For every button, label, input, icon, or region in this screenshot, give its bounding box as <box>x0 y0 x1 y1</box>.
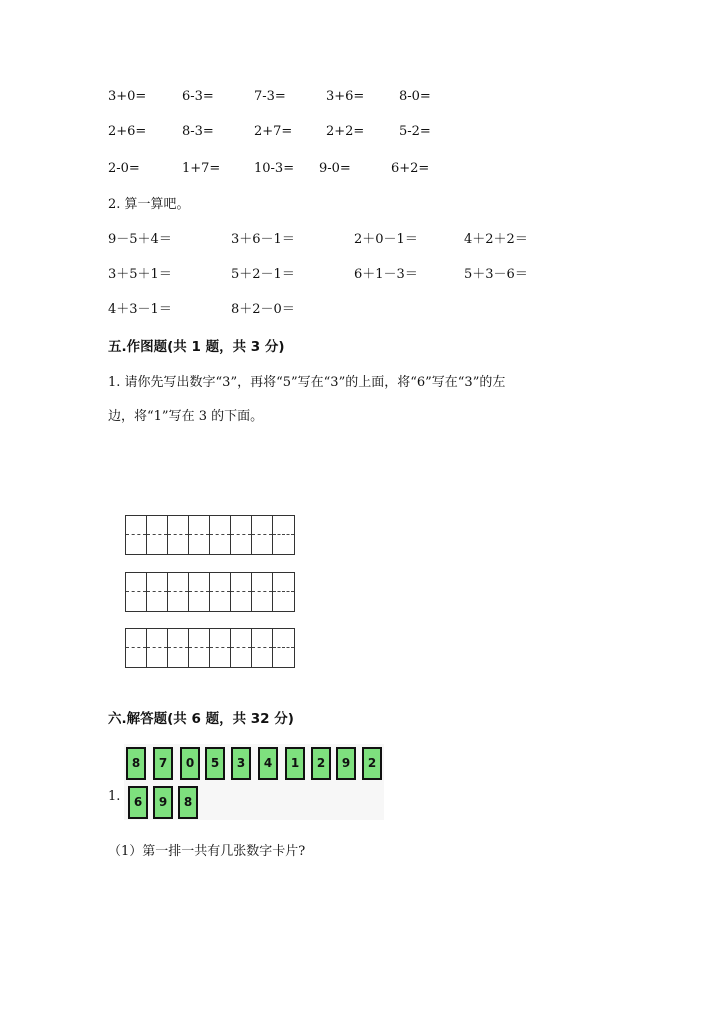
grid-cell[interactable] <box>231 629 252 667</box>
grid-cell[interactable] <box>168 516 189 554</box>
number-card: 3 <box>231 747 251 780</box>
grid-cell[interactable] <box>189 629 210 667</box>
arith-item: 8-3= <box>182 124 214 139</box>
grid-cell[interactable] <box>168 573 189 611</box>
grid-cell[interactable] <box>231 573 252 611</box>
writing-grid[interactable] <box>125 628 295 668</box>
section-5-heading: 五.作图题(共 1 题，共 3 分) <box>108 339 285 355</box>
arith-item: 3+6= <box>326 89 365 104</box>
grid-cell[interactable] <box>126 573 147 611</box>
grid-cell[interactable] <box>252 573 273 611</box>
section-5-question-line-1: 1. 请你先写出数字“3”，再将“5”写在“3”的上面，将“6”写在“3”的左 <box>108 375 506 390</box>
number-card: 4 <box>258 747 278 780</box>
number-card: 8 <box>178 786 198 819</box>
writing-grid[interactable] <box>125 572 295 612</box>
calc-item: 4＋3－1＝ <box>108 302 172 317</box>
calc-item: 9－5＋4＝ <box>108 232 172 247</box>
grid-cell[interactable] <box>126 516 147 554</box>
number-card: 6 <box>128 786 148 819</box>
question-1-sub-1: （1）第一排一共有几张数字卡片? <box>108 844 306 859</box>
grid-cell[interactable] <box>210 629 231 667</box>
grid-cell[interactable] <box>252 629 273 667</box>
grid-cell[interactable] <box>273 516 294 554</box>
number-card: 0 <box>180 747 200 780</box>
arith-item: 6+2= <box>391 161 430 176</box>
arith-item: 3+0= <box>108 89 147 104</box>
writing-grid[interactable] <box>125 515 295 555</box>
grid-cell[interactable] <box>147 573 168 611</box>
arith-item: 5-2= <box>399 124 431 139</box>
number-card: 2 <box>362 747 382 780</box>
grid-cell[interactable] <box>168 629 189 667</box>
number-card: 9 <box>153 786 173 819</box>
grid-cell[interactable] <box>231 516 252 554</box>
grid-cell[interactable] <box>189 516 210 554</box>
arith-item: 9-0= <box>319 161 351 176</box>
calc-item: 5＋3－6＝ <box>464 267 528 282</box>
grid-cell[interactable] <box>126 629 147 667</box>
grid-cell[interactable] <box>210 516 231 554</box>
grid-cell[interactable] <box>252 516 273 554</box>
arith-item: 10-3= <box>254 161 295 176</box>
number-card: 1 <box>285 747 305 780</box>
number-card: 8 <box>126 747 146 780</box>
calc-item: 8＋2－0＝ <box>231 302 295 317</box>
arith-item: 2+6= <box>108 124 147 139</box>
section-6-heading: 六.解答题(共 6 题，共 32 分) <box>108 711 294 727</box>
number-card: 2 <box>311 747 331 780</box>
grid-cell[interactable] <box>210 573 231 611</box>
calc-item: 3＋5＋1＝ <box>108 267 172 282</box>
grid-cell[interactable] <box>189 573 210 611</box>
arith-item: 7-3= <box>254 89 286 104</box>
question-1-label: 1. <box>108 789 121 804</box>
calc-item: 6＋1－3＝ <box>354 267 418 282</box>
calc-item: 3＋6－1＝ <box>231 232 295 247</box>
grid-cell[interactable] <box>147 516 168 554</box>
grid-cell[interactable] <box>147 629 168 667</box>
arith-item: 2+2= <box>326 124 365 139</box>
calc-item: 4＋2＋2＝ <box>464 232 528 247</box>
calc-item: 5＋2－1＝ <box>231 267 295 282</box>
arith-item: 2+7= <box>254 124 293 139</box>
grid-cell[interactable] <box>273 629 294 667</box>
section-2-title: 2. 算一算吧。 <box>108 197 190 212</box>
section-5-question-line-2: 边，将“1”写在 3 的下面。 <box>108 409 264 424</box>
calc-item: 2＋0－1＝ <box>354 232 418 247</box>
number-card: 9 <box>336 747 356 780</box>
arith-item: 1+7= <box>182 161 221 176</box>
arith-item: 8-0= <box>399 89 431 104</box>
grid-cell[interactable] <box>273 573 294 611</box>
arith-item: 6-3= <box>182 89 214 104</box>
number-card: 7 <box>153 747 173 780</box>
arith-item: 2-0= <box>108 161 140 176</box>
number-card: 5 <box>205 747 225 780</box>
